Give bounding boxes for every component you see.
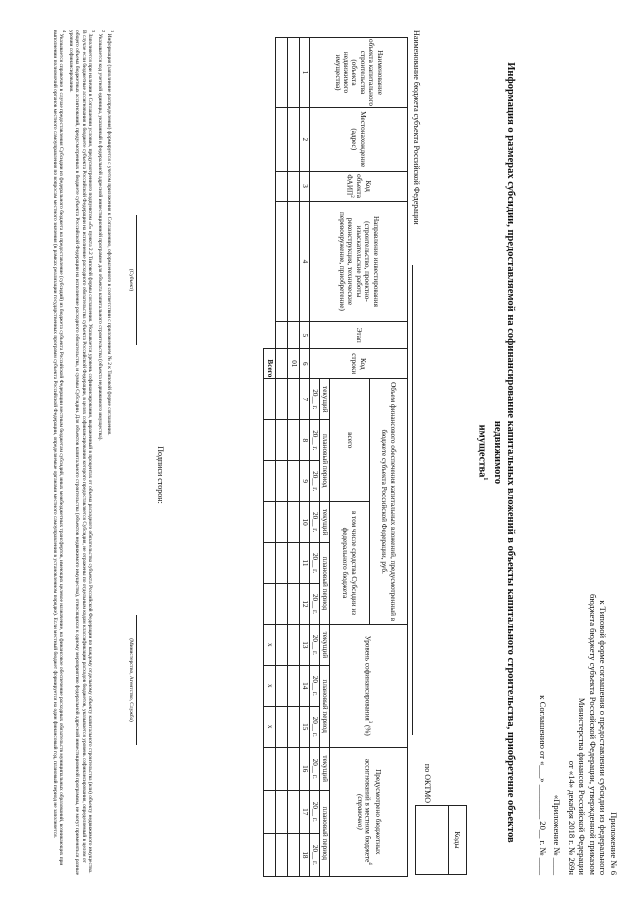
cell (288, 833, 300, 876)
column-number-row (300, 38, 310, 877)
footnote-text: Информация (заполнение распределения) формируется с учетом приложения к Соглашению, оформленного в соответствии с приложением № 2 к Типовой форме соглашения. (106, 33, 113, 436)
year-cell: 20__ г. (310, 583, 320, 624)
cell (288, 665, 300, 706)
footnote (67, 30, 96, 875)
col-head-total: всего (330, 379, 370, 502)
header-line: Приложение № 6 (609, 812, 619, 875)
footnote-marker: 1 (110, 30, 115, 33)
column-number: 7 (300, 379, 310, 420)
budget-name-line (412, 265, 413, 735)
cell (288, 747, 300, 790)
year-cell: 20__ г. (310, 543, 320, 584)
cell (276, 461, 288, 502)
column-number: 13 (300, 624, 310, 665)
cell (276, 624, 288, 665)
signatures-label: Подписи сторон: (156, 446, 165, 504)
col-head-plan: плановый период (320, 790, 330, 876)
footnote (51, 30, 67, 875)
col-head-code: Код строки (310, 349, 408, 379)
column-number: 14 (300, 665, 310, 706)
column-number: 11 (300, 543, 310, 584)
cell (288, 624, 300, 665)
cell (288, 583, 300, 624)
footnote-ref: 3 (367, 720, 373, 724)
col-head-direction: Направление инвестирования (строительство, проектно-изыскательские работы реконструкция, технические перевооружение, приобретение) (310, 201, 408, 322)
cell (276, 747, 288, 790)
year-cell: 20__ г. (310, 665, 320, 706)
column-number: 4 (300, 201, 310, 322)
col-head-local (330, 747, 408, 876)
cell (264, 747, 276, 790)
col-head-current: текущий (320, 624, 330, 665)
cell (264, 379, 276, 420)
title-line: имущества (476, 424, 488, 478)
cell (276, 583, 288, 624)
footnote-marker: 4 (62, 30, 68, 33)
column-number: 18 (300, 833, 310, 876)
col-head-level-text: Уровень софинансирования (364, 635, 373, 721)
footnote-ref: 2 (349, 195, 354, 198)
col-head-volume: Объем финансового обеспечения капитальных вложений, предусмотренный в бюджете субъекта Российской Федерации, руб. (370, 379, 408, 625)
cell (276, 108, 288, 172)
footnote (106, 30, 115, 875)
footnote-text: Заполняется при наличии в Соглашении условия, предусмотренного подпунктом «б» пункта 2.2 Типовой формы соглашения. Указывается уровень софинансирования, выраженный в процентах от объема расходного обязательства субъекта Российской Федерации по каждому отдельному объекту капитального строительства (или) объекту недвижимого имущества. В случае если бюджетные ассигнования в бюджете субъекта Российской Федерации на исполнение расходного обязательства субъекта Российской Федерации, в целях софинансирования которого предоставляется Субсидия, не отражены по отдельным кодам классификации расходов бюджетов, указывается уровень софинансирования, определяемый в целом от общего объема бюджетных ассигнований, предусмотренных в бюджете субъекта Российской Федерации на исполнение расходного обязательства, и суммы Субсидии. Для объектов капитального строительства (объектов недвижимого имущества), относящихся к одному мероприятию федеральной адресной инвестиционной программы, не могут применяться разные уровни софинансирования. (67, 30, 94, 875)
footnote-text: Указывается справочно в случае предоставления Субсидии из федерального бюджета на предоставление (субсидий) из бюджета субъекта Российской Федерации местным бюджетам субсидий, иных межбюджетных трансфертов, имеющих целевое назначение, на финансовое обеспечение расходных обязательств муниципальных образований, возникающих при выполнении полномочий органов местного самоуправления по вопросам местного значения (в рамках реализации государственных программ субъекта Российской Федерации, определяемые органами местного самоуправления в установленном порядке). Если местный бюджет формируется на один финансовый год, плановый период не заполняется. (51, 30, 65, 866)
col-head-local-note: (справочно) (355, 793, 364, 830)
cell (276, 543, 288, 584)
header-line: к Типовой форме соглашения о предоставлении субсидии из федерального (598, 600, 609, 875)
x-cell: x (264, 665, 276, 706)
year-cell: 20__ г. (310, 833, 320, 876)
x-cell: x (264, 706, 276, 747)
col-head-plan: плановый период (320, 665, 330, 747)
signature-caption-right: (Министерство, Агентство, Служба) (128, 638, 134, 722)
column-number: 6 (300, 349, 310, 379)
year-cell: 20__ г. (310, 461, 320, 502)
year-cell: 20__ г. (310, 747, 320, 790)
cell (264, 420, 276, 461)
year-cell: 20__ г. (310, 502, 320, 543)
footnote-marker: 3 (91, 30, 97, 33)
footnote-marker: 2 (100, 30, 106, 33)
cell (288, 790, 300, 833)
column-number: 15 (300, 706, 310, 747)
cell (264, 502, 276, 543)
x-cell: x (264, 624, 276, 665)
col-head-plan: плановый период (320, 420, 330, 502)
year-cell: 20__ г. (310, 790, 320, 833)
column-number: 1 (300, 38, 310, 108)
footnote-text: Указывается код учетной единицы, указанный в федеральной адресной инвестиционной программе для объекта капитального строительства (объекта недвижимого имущества). (96, 33, 103, 441)
cell (276, 502, 288, 543)
column-number: 17 (300, 790, 310, 833)
col-head-location: Местонахождение (адрес) (310, 108, 408, 172)
codes-table (415, 805, 467, 875)
cell (288, 461, 300, 502)
page-title (476, 30, 518, 875)
appendix-header (538, 495, 620, 875)
col-head-level (330, 624, 408, 747)
codes-header: Коды (449, 806, 467, 875)
cell (276, 833, 288, 876)
col-head-name: Наименование объекта капитального строительства (объекта недвижимого имущества) (310, 38, 408, 108)
cell (276, 322, 288, 349)
cell (288, 38, 300, 108)
footnote-ref: 4 (367, 862, 373, 865)
cell (288, 420, 300, 461)
col-head-current: текущий (320, 502, 330, 543)
cell (276, 379, 288, 420)
footnote (96, 30, 105, 875)
budget-name-label: Наименование бюджета субъекта Российской Федерации (412, 30, 421, 225)
col-head-current: текущий (320, 747, 330, 790)
column-number: 9 (300, 461, 310, 502)
footnote-ref: 1 (482, 477, 488, 481)
year-cell: 20__ г. (310, 379, 320, 420)
oktmo-label: по ОКТМО (423, 763, 432, 803)
col-head-faip-text: Код объекта ФАИП (345, 174, 372, 198)
cell (276, 349, 288, 379)
col-head-faip (310, 171, 408, 201)
signature-line-right (136, 615, 137, 745)
rotated-content (15, 15, 625, 890)
col-head-level-unit: (%) (364, 725, 373, 736)
col-head-stage: Этап (310, 322, 408, 349)
cell (264, 790, 276, 833)
codes-oktmo-cell (416, 806, 449, 875)
column-number: 12 (300, 583, 310, 624)
table-row (288, 38, 300, 877)
column-number: 8 (300, 420, 310, 461)
cell (264, 583, 276, 624)
col-head-local-text: Предусмотрено бюджетных ассигнований в местном бюджете (364, 758, 382, 863)
cell (264, 543, 276, 584)
column-number: 3 (300, 171, 310, 201)
header-line: бюджета бюджету субъекта Российской Федерации, утвержденной приказом (588, 593, 598, 875)
table-row (276, 38, 288, 877)
cell (288, 108, 300, 172)
cell (276, 171, 288, 201)
cell (288, 502, 300, 543)
col-head-fed: в том числе средства Субсидии из федерального бюджета (330, 502, 370, 625)
blank-cell (264, 38, 276, 349)
cell (288, 171, 300, 201)
cell (276, 790, 288, 833)
cell (288, 543, 300, 584)
year-cell: 20__ г. (310, 706, 320, 747)
cell (276, 665, 288, 706)
col-head-plan: плановый период (320, 543, 330, 625)
row-code-cell: 01 (288, 349, 300, 379)
cell (288, 706, 300, 747)
year-cell: 20__ г. (310, 624, 320, 665)
subsidy-table (263, 37, 408, 877)
cell (288, 201, 300, 322)
cell (276, 38, 288, 108)
col-head-current: текущий (320, 379, 330, 420)
column-number: 16 (300, 747, 310, 790)
cell (288, 322, 300, 349)
total-label: Всего (264, 349, 276, 379)
year-cell: 20__ г. (310, 420, 320, 461)
total-row (264, 38, 276, 877)
cell (264, 461, 276, 502)
header-line: «Приложение № ____ (552, 794, 563, 875)
cell (288, 379, 300, 420)
cell (264, 833, 276, 876)
footnotes (51, 30, 115, 875)
header-line: к Соглашению от «___» ________ 20__ г. № ____ (538, 695, 548, 875)
cell (276, 706, 288, 747)
signature-caption-left: (Субъект) (128, 268, 134, 292)
column-number: 10 (300, 502, 310, 543)
column-number: 5 (300, 322, 310, 349)
signature-line-left (136, 215, 137, 345)
cell (276, 420, 288, 461)
header-line: Министерства финансов Российской Федерации (577, 697, 588, 875)
header-line: от «14» декабря 2018 г. № 269н (567, 760, 577, 875)
cell (276, 201, 288, 322)
title-line: Информация о размерах субсидии, предоставляемой на софинансирование капитальных вложений в объекты капитального строительства, приобретение объектов недвижимого (492, 62, 516, 843)
column-number: 2 (300, 108, 310, 172)
